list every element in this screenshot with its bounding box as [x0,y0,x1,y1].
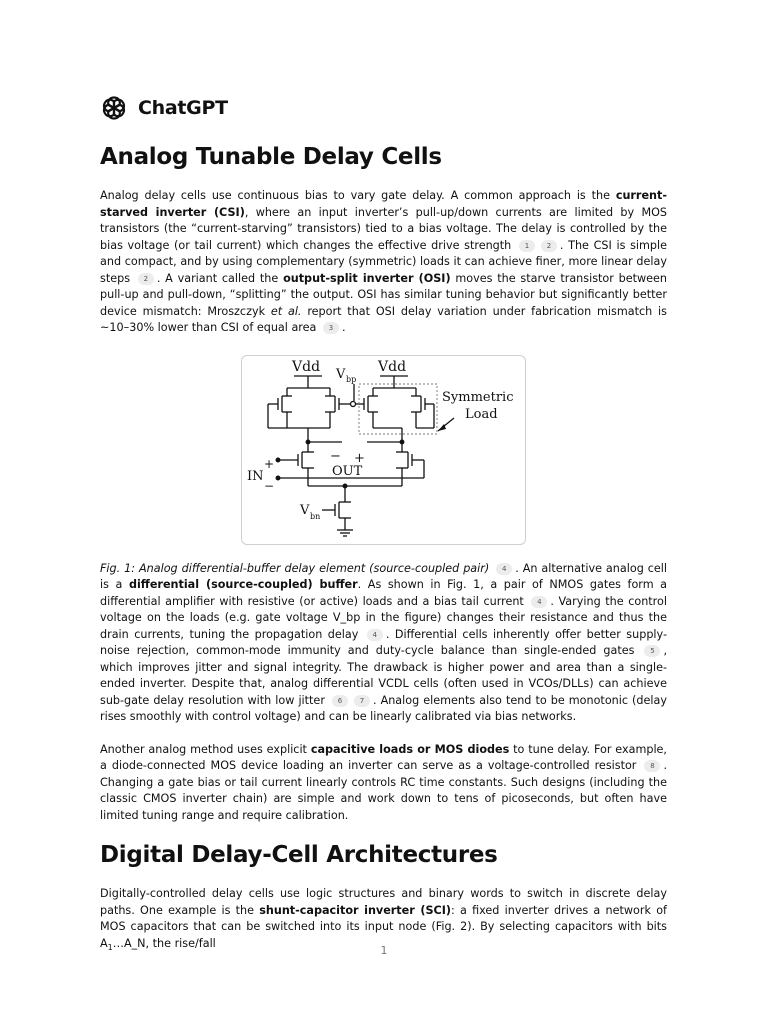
text-run: report that OSI delay variation under fabrication mismatch is ~10–30% lower than CSI of equal area [100,304,667,334]
paragraph-figure-caption [100,561,667,726]
text-run: . As shown in Fig. 1, a pair of NMOS gates form a differential amplifier with resistive (or active) loads and a bias tail current [100,578,668,608]
text-run: , which improves jitter and signal integrity. The drawback is higher power and area than a single-ended inverter. Despite that, analog differential VCDL cells (often used in VCOs/DLLs) can achieve sub-gate delay resolution with low jitter [100,644,667,707]
italic-text: Fig. 1: Analog differential-buffer delay element (source-coupled pair) [100,561,494,575]
openai-logo-icon [100,94,128,122]
text-run: . Varying the control voltage on the loads (e.g. gate voltage V_bp in the figure) changes their resistance and thus the drain currents, tuning the propagation delay [100,594,667,641]
label-vbp: V [336,366,346,382]
text-run: . An alternative analog cell is a [100,561,667,591]
citation-chip[interactable]: 3 [323,322,339,334]
bold-term: output-split inverter (OSI) [283,271,451,285]
label-vbn: V [300,502,310,518]
text-run: , where an input inverter’s pull-up/down currents are limited by MOS transistors (the “current-starving” transistors) tied to a bias voltage. The delay is controlled by the bias voltage (or tail current) which changes the effective drive strength [100,205,667,252]
label-minus-in: − [264,478,275,493]
bold-term: shunt-capacitor inverter (SCI) [259,903,451,917]
label-minus-out: − [330,448,341,464]
figure-differential-buffer [241,355,526,545]
label-in: IN [247,468,264,484]
text-run: Another analog method uses explicit [100,742,311,756]
label-load: Load [465,406,498,422]
citation-chip[interactable]: 6 [332,695,348,707]
italic-text: et al. [270,304,302,318]
text-run: . [341,321,346,334]
label-vbn-sub: bn [310,511,321,521]
label-vdd-left: Vdd [292,358,321,375]
label-vdd-right: Vdd [378,358,407,375]
section-heading-digital: Digital Delay-Cell Architectures [100,842,498,868]
citation-chip[interactable]: 4 [531,596,547,608]
text-run: . Changing a gate bias or tail current linearly controls RC time constants. Such designs (including the classic CMOS inverter chain) are simple and work down to tens of picoseconds, but often have limited tuning range and require calibration. [100,759,667,822]
label-plus-out: + [354,450,365,466]
paragraph-analog-intro [100,188,667,337]
citation-chip[interactable]: 8 [644,760,660,772]
citation-chip[interactable]: 1 [519,240,535,252]
citation-chip[interactable]: 2 [541,240,557,252]
text-run: . A variant called the [156,271,284,285]
circuit-diagram [242,356,525,544]
brand-header [100,92,667,124]
page-number: 1 [380,944,388,957]
text-run: to tune delay. For example, a diode-connected MOS device loading an inverter can serve as a voltage-controlled resistor [100,742,667,772]
paragraph-capacitive-loads [100,742,667,825]
label-plus-in: + [264,456,275,471]
label-symmetric: Symmetric [442,389,514,405]
text-run: …A_N, the rise/fall [112,936,216,950]
citation-chip[interactable]: 5 [644,645,660,657]
citation-chip[interactable]: 4 [367,629,383,641]
citation-chip[interactable]: 4 [496,563,512,575]
text-run: Digitally-controlled delay cells use logic structures and binary words to switch in discrete delay paths. One example is the [100,887,667,917]
bold-term: capacitive loads or MOS diodes [310,742,510,756]
text-run: . Analog elements also tend to be monotonic (delay rises smoothly with control voltage) and can be linearly calibrated via bias networks. [100,693,667,723]
bold-term: differential (source-coupled) buffer [128,578,358,591]
label-vbp-sub: bp [346,374,357,384]
section-heading-analog: Analog Tunable Delay Cells [100,144,442,170]
brand-name: ChatGPT [138,97,228,119]
citation-chip[interactable]: 7 [354,695,370,707]
subscript-text: 1 [107,942,113,952]
bold-term: current-starved inverter (CSI) [100,189,667,219]
text-run: Analog delay cells use continuous bias to vary gate delay. A common approach is the [100,189,616,202]
text-run: : a fixed inverter drives a network of MOS capacitors that can be switched into its input node (Fig. 2). By selecting capacitors with bits A [100,903,667,950]
citation-chip[interactable]: 2 [138,273,154,285]
text-run: . Differential cells inherently offer better supply-noise rejection, common-mode immunity and duty-cycle balance than single-ended gates [100,627,667,657]
text-run: . The CSI is simple and compact, and by using complementary (symmetric) loads it can achieve finer, more linear delay steps [100,238,667,285]
label-out: OUT [332,463,363,479]
document-page [100,92,667,956]
text-run: moves the starve transistor between pull-up and pull-down, “splitting” the output. OSI has similar tuning behavior but significantly better device mismatch: Mroszczyk [100,271,668,318]
